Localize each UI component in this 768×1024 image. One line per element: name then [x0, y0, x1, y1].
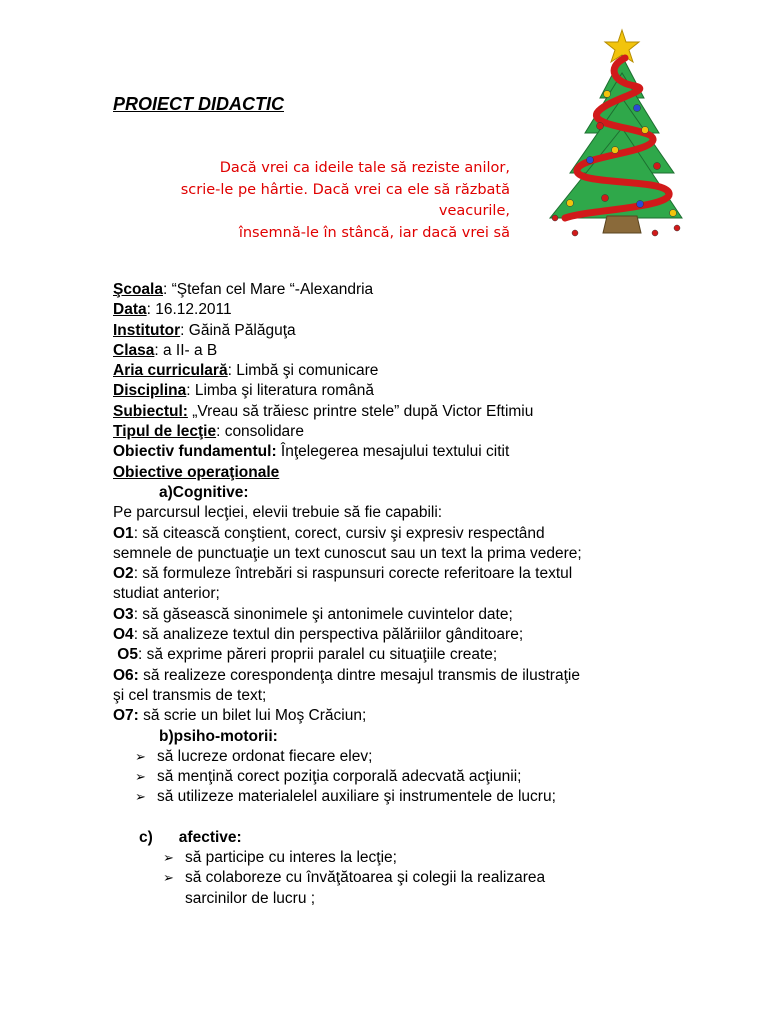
- objective-o4: [113, 625, 673, 645]
- field-curricular-area: [113, 361, 673, 381]
- field-teacher: [113, 321, 673, 341]
- field-fundamental-objective: [113, 442, 673, 462]
- objective-o2: [113, 564, 673, 605]
- objective-text: : să formuleze întrebări si raspunsuri corecte referitoare la textul: [133, 565, 573, 583]
- field-class: [113, 341, 673, 361]
- field-label: Aria curriculară: [113, 362, 228, 380]
- document-body: [113, 280, 673, 909]
- objective-code: O3: [113, 605, 134, 623]
- objective-text: : să găsească sinonimele şi antonimele cuvintelor date;: [133, 605, 513, 623]
- objective-o7: [113, 706, 673, 726]
- list-item: ➢ să participe cu interes la lecţie;: [113, 848, 673, 868]
- field-school: [113, 280, 673, 300]
- objective-code: O6:: [113, 666, 139, 684]
- cognitive-intro: Pe parcursul lecţiei, elevii trebuie să fie capabili:: [113, 504, 443, 522]
- objective-code: O1: [113, 524, 134, 542]
- objective-text: semnele de punctuaţie un text cunoscut sau un text la prima vedere;: [113, 544, 582, 562]
- affective-heading: [113, 828, 673, 848]
- list-item: ➢ să colaboreze cu învăţătoarea şi colegii la realizarea sarcinilor de lucru ;: [163, 869, 546, 907]
- page-title: PROIECT DIDACTIC: [113, 94, 284, 114]
- arrow-bullet-icon: ➢: [163, 870, 174, 886]
- arrow-bullet-icon: ➢: [135, 769, 146, 785]
- field-label: Subiectul:: [113, 402, 188, 420]
- objective-code: O2: [113, 565, 134, 583]
- quote-line: însemnă-le în stâncă, iar dacă vrei să: [238, 224, 510, 241]
- field-value: : Limba şi literatura română: [186, 382, 375, 400]
- objective-code: O7:: [113, 707, 139, 725]
- field-value: Înţelegerea mesajului textului citit: [276, 443, 510, 461]
- list-item: ➢ să menţină corect poziţia corporală adecvată acţiunii;: [113, 767, 673, 787]
- operational-objectives-heading: Obiective operaţionale: [113, 463, 280, 481]
- objective-o5: [113, 645, 673, 665]
- objective-o1: [113, 524, 673, 565]
- objective-code: O4: [113, 626, 134, 644]
- field-label: Şcoala: [113, 281, 163, 298]
- objective-text: şi cel transmis de text;: [113, 686, 267, 704]
- quote-line: Dacă vrei ca ideile tale să reziste anilor,: [219, 160, 510, 176]
- affective-label: afective:: [178, 828, 242, 846]
- field-discipline: [113, 381, 673, 401]
- arrow-bullet-icon: ➢: [135, 748, 146, 764]
- field-lesson-type: [113, 422, 673, 442]
- field-value: : Găină Pălăguţa: [180, 321, 296, 339]
- field-date: [113, 300, 673, 320]
- quote: [105, 158, 510, 254]
- field-label: Clasa: [113, 341, 155, 359]
- arrow-bullet-icon: ➢: [135, 789, 146, 805]
- affective-letter: c): [139, 828, 153, 846]
- field-value: : consolidare: [216, 423, 304, 441]
- field-value: „Vreau să trăiesc printre stele” după Victor Eftimiu: [187, 402, 534, 420]
- objective-text: : să exprime păreri proprii paralel cu situaţiile create;: [137, 646, 498, 664]
- field-label: Institutor: [113, 321, 181, 339]
- christmas-tree-icon: [545, 28, 685, 243]
- field-label: Obiectiv fundamentul:: [113, 443, 277, 461]
- field-value: : “Ştefan cel Mare “-Alexandria: [162, 281, 374, 298]
- quote-line: scrie-le pe hârtie. Dacă vrei ca ele să răzbată: [180, 181, 510, 198]
- field-label: Data: [113, 301, 147, 319]
- objective-text: să realizeze corespondenţa dintre mesajul transmis de ilustraţie: [138, 666, 580, 684]
- arrow-bullet-icon: ➢: [163, 850, 174, 866]
- objective-text: : să citească conştient, corect, cursiv şi expresiv respectând: [133, 524, 545, 542]
- cognitive-heading: a)Cognitive:: [159, 483, 249, 501]
- field-subject: [113, 402, 673, 422]
- affective-list: [113, 848, 673, 909]
- quote-line: veacurile,: [438, 203, 510, 219]
- field-value: : a II- a B: [154, 341, 218, 359]
- objective-code: O5: [113, 646, 138, 664]
- objective-text: studiat anterior;: [113, 585, 220, 603]
- objective-text: : să analizeze textul din perspectiva pălăriilor gânditoare;: [133, 626, 524, 644]
- list-item: ➢ să lucreze ordonat fiecare elev;: [113, 747, 673, 767]
- objective-o6: [113, 666, 673, 707]
- field-value: : Limbă şi comunicare: [227, 362, 379, 380]
- list-item: ➢ să utilizeze materialelel auxiliare şi instrumentele de lucru;: [113, 787, 673, 807]
- field-label: Disciplina: [113, 382, 187, 400]
- field-value: : 16.12.2011: [146, 301, 232, 319]
- field-label: Tipul de lecţie: [113, 423, 217, 441]
- psychomotor-list: [113, 747, 673, 808]
- objective-o3: [113, 605, 673, 625]
- objective-text: să scrie un bilet lui Moş Crăciun;: [138, 707, 367, 725]
- psychomotor-heading: b)psiho-motorii:: [159, 727, 278, 745]
